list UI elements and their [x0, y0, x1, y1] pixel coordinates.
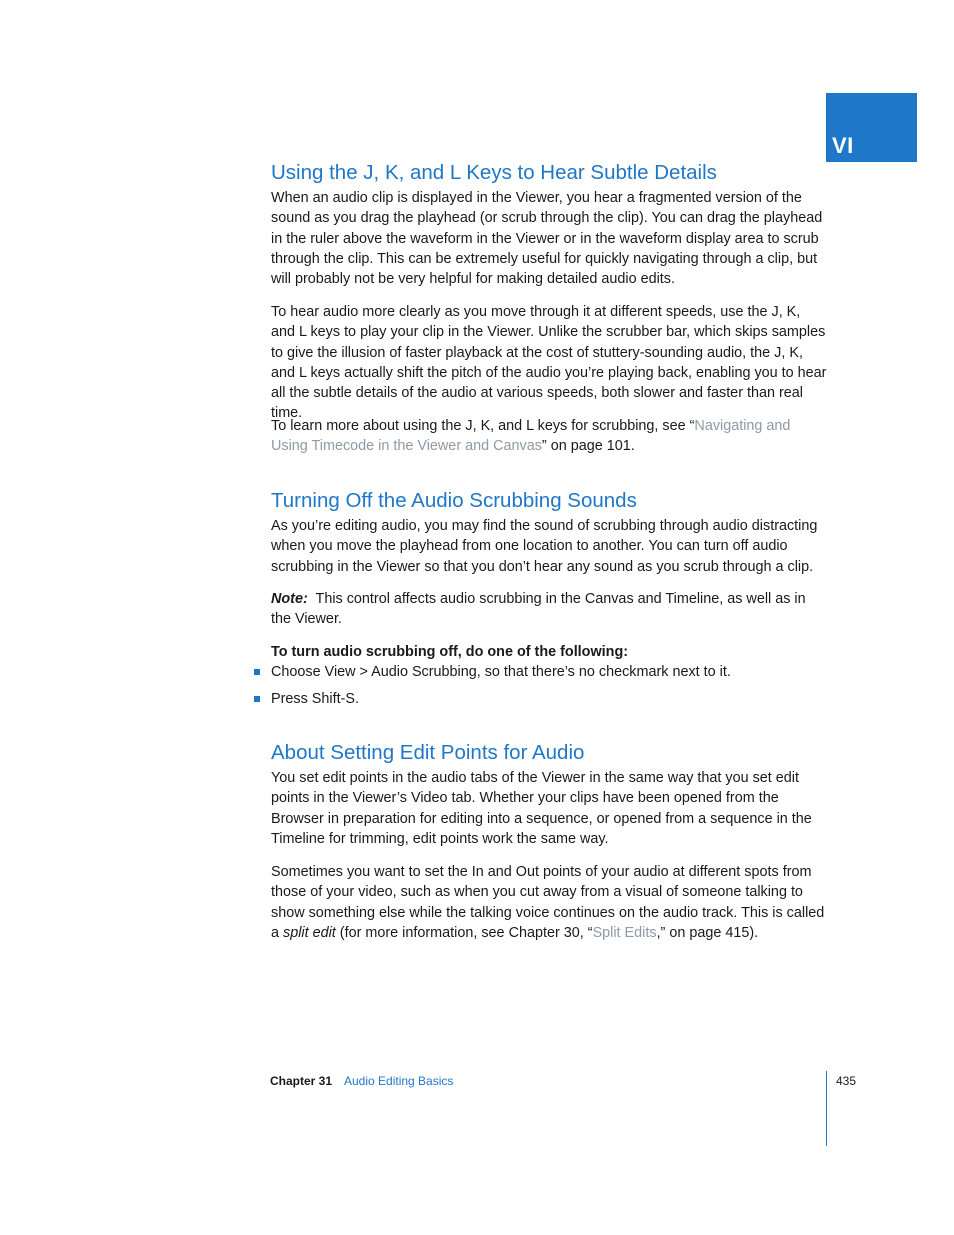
paragraph: When an audio clip is displayed in the Viewer, you hear a fragmented version of the sound as you drag the playhead (or scrub through the clip). You can drag the playhead in the ruler above the waveform in the Viewer or in the waveform display area to scrub through the clip. This can be extremely useful for quickly navigating through a clip, but will probably not be very helpful for making detailed audio edits. — [271, 190, 823, 288]
part-tab-label: VI — [832, 133, 854, 158]
list-item-text: Choose View > Audio Scrubbing, so that there’s no checkmark next to it. — [271, 664, 731, 680]
cross-reference-paragraph — [271, 416, 827, 457]
xref-text-before: To learn more about using the J, K, and L keys for scrubbing, see “ — [271, 418, 695, 434]
list-item — [271, 689, 827, 709]
section-heading-edit-points: About Setting Edit Points for Audio — [271, 741, 585, 764]
bullet-marker — [254, 696, 260, 702]
text-run: ,” on page 415). — [656, 924, 759, 941]
footer-divider — [826, 1071, 827, 1146]
note-text: This control affects audio scrubbing in the Canvas and Timeline, as well as in the Viewer. — [271, 591, 806, 628]
page-number: 435 — [836, 1074, 857, 1088]
section-heading-jkl-keys: Using the J, K, and L Keys to Hear Subtle Details — [271, 161, 717, 184]
task-heading: To turn audio scrubbing off, do one of the following: — [271, 644, 629, 660]
list-item — [271, 662, 827, 682]
footer-chapter: Chapter 31 — [270, 1074, 333, 1088]
xref-link-split-edits[interactable]: Split Edits — [592, 924, 657, 941]
paragraph: As you’re editing audio, you may find the sound of scrubbing through audio distracting when you move the playhead from one location to another. You can turn off audio scrubbing in the Viewer so that you don’t hear any sound as you scrub through a clip. — [271, 518, 818, 575]
term-split-edit: split edit — [283, 924, 336, 941]
text-run: (for more information, see Chapter 30, “ — [335, 924, 593, 941]
list-item-text: Press Shift-S. — [271, 691, 359, 707]
xref-text-after: ” on page 101. — [541, 438, 635, 455]
note-label: Note: — [271, 591, 308, 607]
split-edit-paragraph — [271, 862, 827, 943]
paragraph: To hear audio more clearly as you move through it at different speeds, use the J, K, and L keys to play your clip in the Viewer. Unlike the scrubber bar, which skips samples to give the illusion of faster playback at the cost of stuttery-sounding audio, the J, K, and L keys actually shift the pitch of the audio you’re playing back, enabling you to hear all the subtle details of the audio at various speeds, both slower and faster than real time. — [271, 304, 827, 422]
footer-chapter-title[interactable]: Audio Editing Basics — [344, 1074, 454, 1088]
text-run: Sometimes you want to set the In and Out points of your audio at different spots from those of your video, such as when you cut away from a visual of someone talking to show something else while the talking voice continues on the audio track. This is called a — [271, 864, 825, 941]
note-paragraph — [271, 589, 827, 630]
xref-link-navigating-timecode[interactable]: Navigating and Using Timecode in the Viewer and Canvas — [271, 418, 791, 455]
bullet-marker — [254, 669, 260, 675]
section-heading-audio-scrubbing: Turning Off the Audio Scrubbing Sounds — [271, 489, 637, 512]
part-tab — [826, 93, 917, 162]
paragraph: You set edit points in the audio tabs of the Viewer in the same way that you set edit points in the Viewer’s Video tab. Whether your clips have been opened from the Browser in preparation for editing into a sequence, or opened from a sequence in the Timeline for trimming, edit points work the same way. — [271, 770, 812, 847]
